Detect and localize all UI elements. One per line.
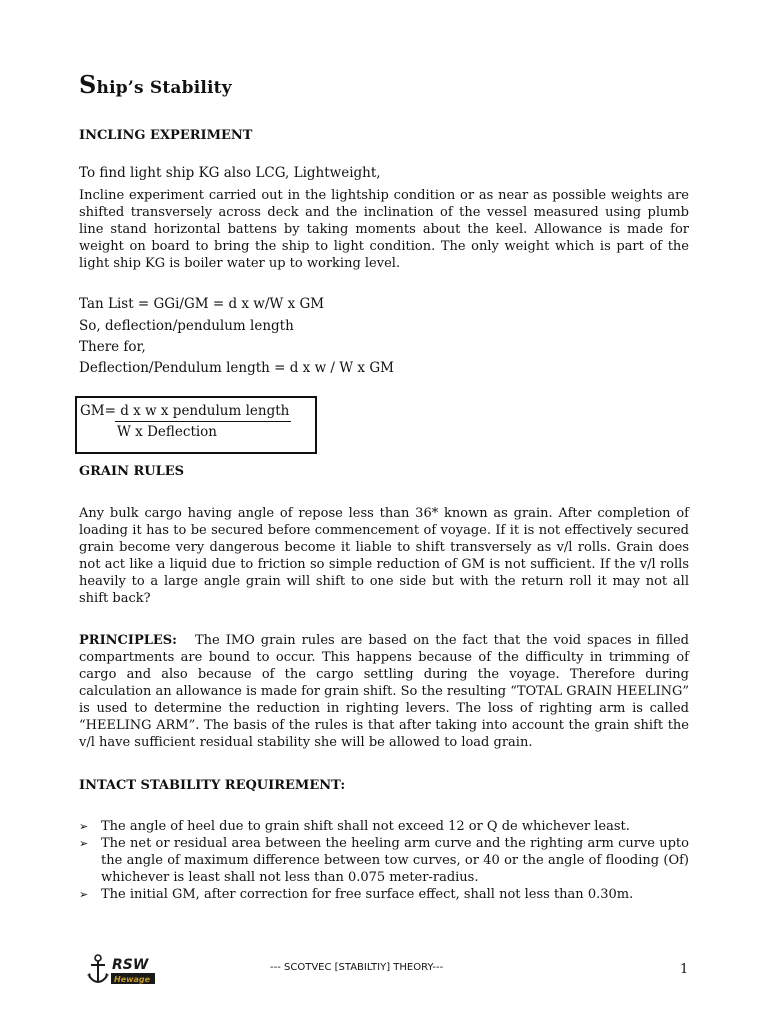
intact-requirements-list bbox=[79, 818, 689, 903]
principles-text: The IMO grain rules are based on the fact that the void spaces in filled compartments are bound to occur. This happens because of the difficulty in trimming of cargo and also because of the cargo settling during the voyage. Therefore during calculation an allowance is made for grain shift. So the resulting “TOTAL GRAIN HEELING” is used to determine the reduction in righting levers. The loss of righting arm is called “HEELING ARM”. The basis of the rules is that after taking into account the grain shift the v/l have sufficient residual stability she will be allowed to load grain. bbox=[79, 633, 689, 750]
logo-text-top: RSW bbox=[112, 957, 149, 973]
formula-numerator: GM= d x w x pendulum length bbox=[80, 403, 290, 419]
equation-line-3: There for, bbox=[79, 339, 146, 355]
anchor-icon bbox=[86, 952, 158, 988]
list-item bbox=[79, 835, 689, 886]
incline-paragraph: Incline experiment carried out in the lightship condition or as near as possible weights are shifted transversely across deck and the inclination of the vessel measured using plumb line stand horizontal battens by taking moments about the keel. Allowance is made for weight on board to bring the ship to light condition. The only weight which is part of the light ship KG is boiler water up to working level. bbox=[79, 188, 689, 271]
incline-intro-line: To find light ship KG also LCG, Lightweight, bbox=[79, 165, 381, 181]
bullet-arrow-icon: ➢ bbox=[79, 820, 89, 833]
principles-paragraph bbox=[79, 632, 689, 751]
grain-heading: GRAIN RULES bbox=[79, 464, 185, 479]
bullet-arrow-icon: ➢ bbox=[79, 888, 89, 901]
equation-line-2: So, deflection/pendulum length bbox=[79, 318, 294, 334]
title-rest: hip’s Stability bbox=[96, 78, 232, 98]
logo-text-bottom: Hewage bbox=[114, 975, 151, 984]
incline-heading: INCLING EXPERIMENT bbox=[79, 128, 253, 143]
equation-line-1: Tan List = GGi/GM = d x w/W x GM bbox=[79, 296, 325, 312]
grain-paragraph: Any bulk cargo having angle of repose less than 36* known as grain. After completion of loading it has to be secured before commencement of voyage. If it is not effectively secured grain become very dangerous become it liable to shift transversely as v/l rolls. Grain does not act like a liquid due to friction so simple reduction of GM is not sufficient. If the v/l rolls heavily to a large angle grain will shift to one side but with the return roll it may not all shift back? bbox=[79, 506, 689, 606]
gm-formula-box bbox=[75, 396, 317, 454]
intact-heading: INTACT STABILITY REQUIREMENT: bbox=[79, 778, 346, 793]
title-first-letter: S bbox=[79, 70, 97, 99]
formula-denominator: W x Deflection bbox=[117, 424, 218, 440]
list-item bbox=[79, 818, 689, 835]
formula-fraction-bar bbox=[115, 421, 291, 422]
list-item-text: The net or residual area between the heeling arm curve and the righting arm curve upto the angle of maximum difference between tow curves, or 40 or the angle of flooding (Of) whichever is least shall not less than 0.075 meter-radius. bbox=[101, 836, 689, 885]
bullet-arrow-icon: ➢ bbox=[79, 837, 89, 850]
page-title bbox=[79, 70, 232, 99]
page-number: 1 bbox=[680, 962, 689, 977]
list-item bbox=[79, 886, 689, 903]
equation-line-4: Deflection/Pendulum length = d x w / W x GM bbox=[79, 360, 394, 376]
footer-center-text: --- SCOTVEC [STABILTIY] THEORY--- bbox=[270, 962, 444, 973]
list-item-text: The initial GM, after correction for free surface effect, shall not less than 0.30m. bbox=[101, 887, 634, 902]
logo-anchor bbox=[87, 955, 109, 982]
list-item-text: The angle of heel due to grain shift shall not exceed 12 or Q de whichever least. bbox=[101, 819, 630, 834]
principles-label: PRINCIPLES: bbox=[79, 633, 177, 648]
